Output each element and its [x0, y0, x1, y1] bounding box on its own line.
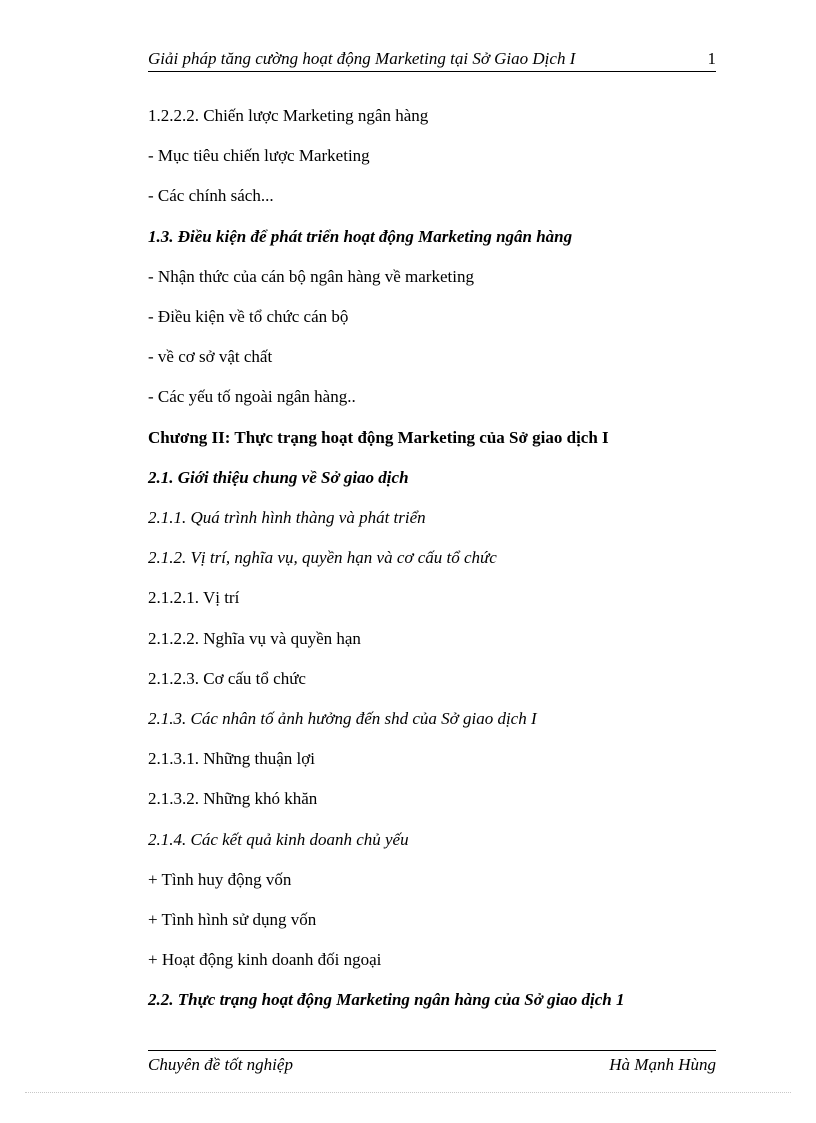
toc-line: 1.2.2.2. Chiến lược Marketing ngân hàng: [148, 106, 429, 125]
toc-line: - Mục tiêu chiến lược Marketing: [148, 146, 370, 166]
header-title: Giải pháp tăng cường hoạt động Marketing tại Sở Giao Dịch I: [148, 49, 576, 68]
toc-line: 2.1.2.3. Cơ cấu tổ chức: [148, 668, 306, 688]
page-header: [148, 49, 716, 72]
toc-line: + Tình huy động vốn: [148, 869, 292, 889]
toc-line: 2.1.1. Quá trình hình thàng và phát triển: [148, 508, 426, 527]
toc-line: 2.1.3.2. Những khó khăn: [148, 789, 318, 809]
toc-line: 2.1.2.1. Vị trí: [148, 588, 240, 608]
page-footer: [148, 1050, 716, 1077]
toc-line: 1.3. Điều kiện để phát triển hoạt động Marketing ngân hàng: [148, 226, 573, 246]
toc-line: Chương II: Thực trạng hoạt động Marketing của Sở giao dịch I: [148, 427, 609, 447]
toc-line: + Hoạt động kinh doanh đối ngoại: [148, 950, 382, 970]
page-number: 1: [707, 49, 716, 68]
toc-line: - Nhận thức của cán bộ ngân hàng về marketing: [148, 266, 474, 286]
toc-line: - Các chính sách...: [148, 186, 274, 206]
toc-line: 2.2. Thực trạng hoạt động Marketing ngân hàng của Sở giao dịch 1: [148, 990, 625, 1010]
page-edge-divider: [25, 1092, 791, 1093]
toc-line: 2.1.3.1. Những thuận lợi: [148, 749, 315, 769]
toc-line: - Các yếu tố ngoài ngân hàng..: [148, 387, 356, 407]
toc-line: 2.1. Giới thiệu chung về Sở giao dịch: [148, 467, 409, 487]
footer-document-type: Chuyên đề tốt nghiệp: [148, 1055, 293, 1074]
footer-author: Hà Mạnh Hùng: [609, 1055, 716, 1074]
toc-line: 2.1.3. Các nhân tố ảnh hưởng đến shd của Sở giao dịch I: [148, 709, 537, 728]
toc-line: 2.1.2. Vị trí, nghĩa vụ, quyền hạn và cơ cấu tổ chức: [148, 548, 497, 568]
toc-line: 2.1.4. Các kết quả kinh doanh chủ yếu: [148, 829, 409, 849]
toc-line: 2.1.2.2. Nghĩa vụ và quyền hạn: [148, 628, 361, 648]
toc-line: + Tình hình sử dụng vốn: [148, 910, 317, 929]
toc-line: - về cơ sở vật chất: [148, 347, 273, 367]
toc-line: - Điều kiện về tổ chức cán bộ: [148, 307, 349, 326]
